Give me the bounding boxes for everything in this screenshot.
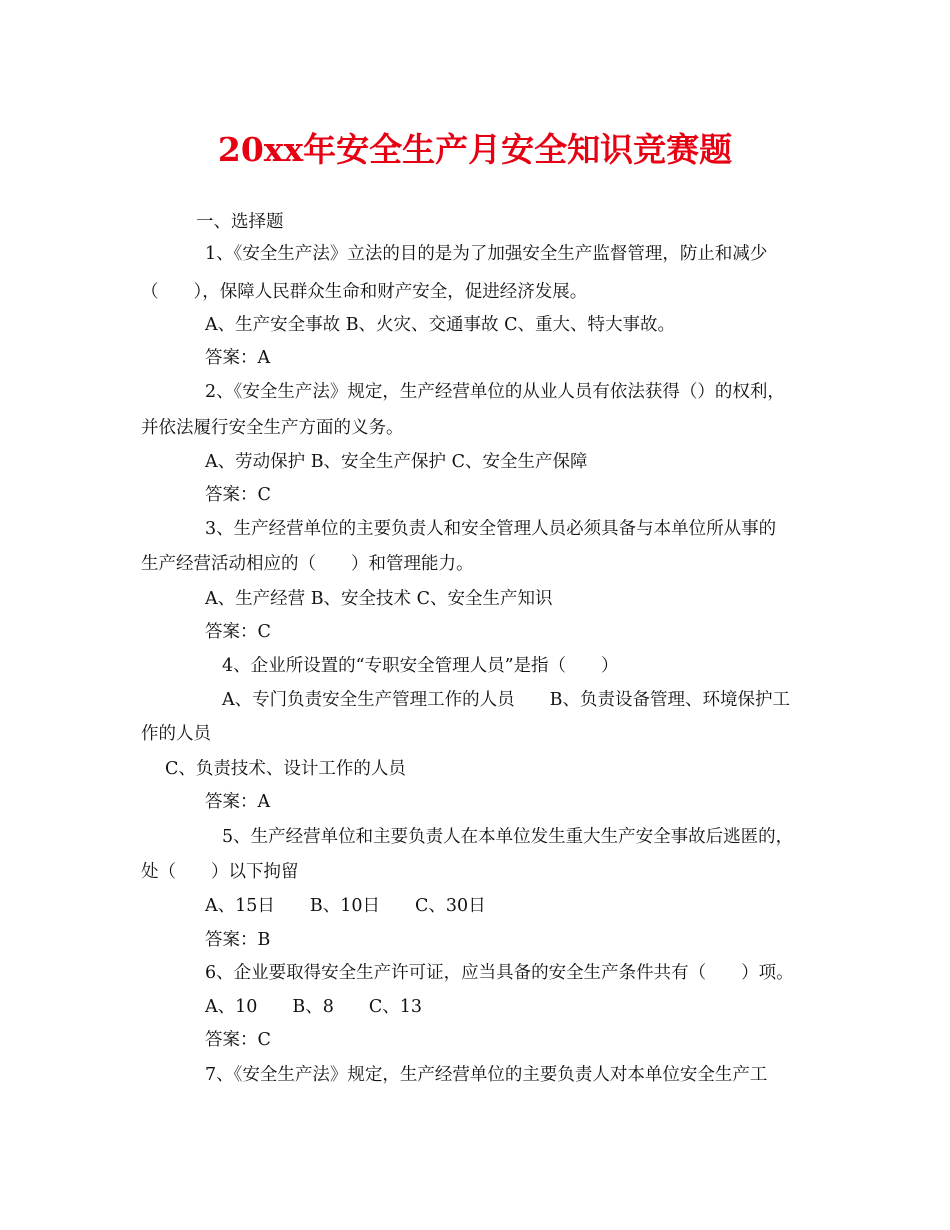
question-3-line-2: 生产经营活动相应的（ ）和管理能力。 bbox=[141, 554, 474, 574]
question-6-answer: 答案：C bbox=[205, 1030, 271, 1050]
question-4-answer: 答案：A bbox=[205, 792, 271, 812]
section-heading: 一、选择题 bbox=[196, 212, 284, 232]
question-6-options: A、10 B、8 C、13 bbox=[205, 997, 423, 1017]
question-5-line-1: 5、生产经营单位和主要负责人在本单位发生重大生产安全事故后逃匿的， bbox=[222, 827, 794, 847]
question-6-line-1: 6、企业要取得安全生产许可证，应当具备的安全生产条件共有（ ）项。 bbox=[205, 963, 794, 983]
question-5-options: A、15日 B、10日 C、30日 bbox=[205, 896, 486, 916]
question-3-answer: 答案：C bbox=[205, 622, 271, 642]
question-4-options-line-1: A、专门负责安全生产管理工作的人员 B、负责设备管理、环境保护工 bbox=[222, 690, 790, 710]
question-2-options: A、劳动保护 B、安全生产保护 C、安全生产保障 bbox=[205, 452, 588, 472]
question-4-options-line-2: 作的人员 bbox=[141, 724, 211, 744]
question-4-line-1: 4、企业所设置的“专职安全管理人员”是指（ ） bbox=[222, 656, 619, 676]
question-3-options: A、生产经营 B、安全技术 C、安全生产知识 bbox=[205, 589, 553, 609]
question-2-line-1: 2、《安全生产法》规定，生产经营单位的从业人员有依法获得（）的权利， bbox=[205, 382, 785, 402]
question-3-line-1: 3、生产经营单位的主要负责人和安全管理人员必须具备与本单位所从事的 bbox=[205, 519, 777, 539]
question-2-line-2: 并依法履行安全生产方面的义务。 bbox=[141, 418, 404, 438]
question-1-answer: 答案：A bbox=[205, 348, 271, 368]
question-7-line-1: 7、《安全生产法》规定，生产经营单位的主要负责人对本单位安全生产工 bbox=[205, 1065, 768, 1085]
document-title: 20xx年安全生产月安全知识竞赛题 bbox=[217, 130, 733, 169]
question-4-options-line-3: C、负责技术、设计工作的人员 bbox=[165, 759, 406, 779]
question-1-line-2: （ ），保障人民群众生命和财产安全，促进经济发展。 bbox=[141, 282, 588, 302]
question-1-options: A、生产安全事故 B、火灾、交通事故 C、重大、特大事故。 bbox=[205, 315, 676, 335]
question-2-answer: 答案：C bbox=[205, 485, 271, 505]
question-5-answer: 答案：B bbox=[205, 930, 271, 950]
question-1-line-1: 1、《安全生产法》立法的目的是为了加强安全生产监督管理，防止和减少 bbox=[205, 244, 768, 264]
question-5-line-2: 处（ ）以下拘留 bbox=[141, 862, 299, 882]
